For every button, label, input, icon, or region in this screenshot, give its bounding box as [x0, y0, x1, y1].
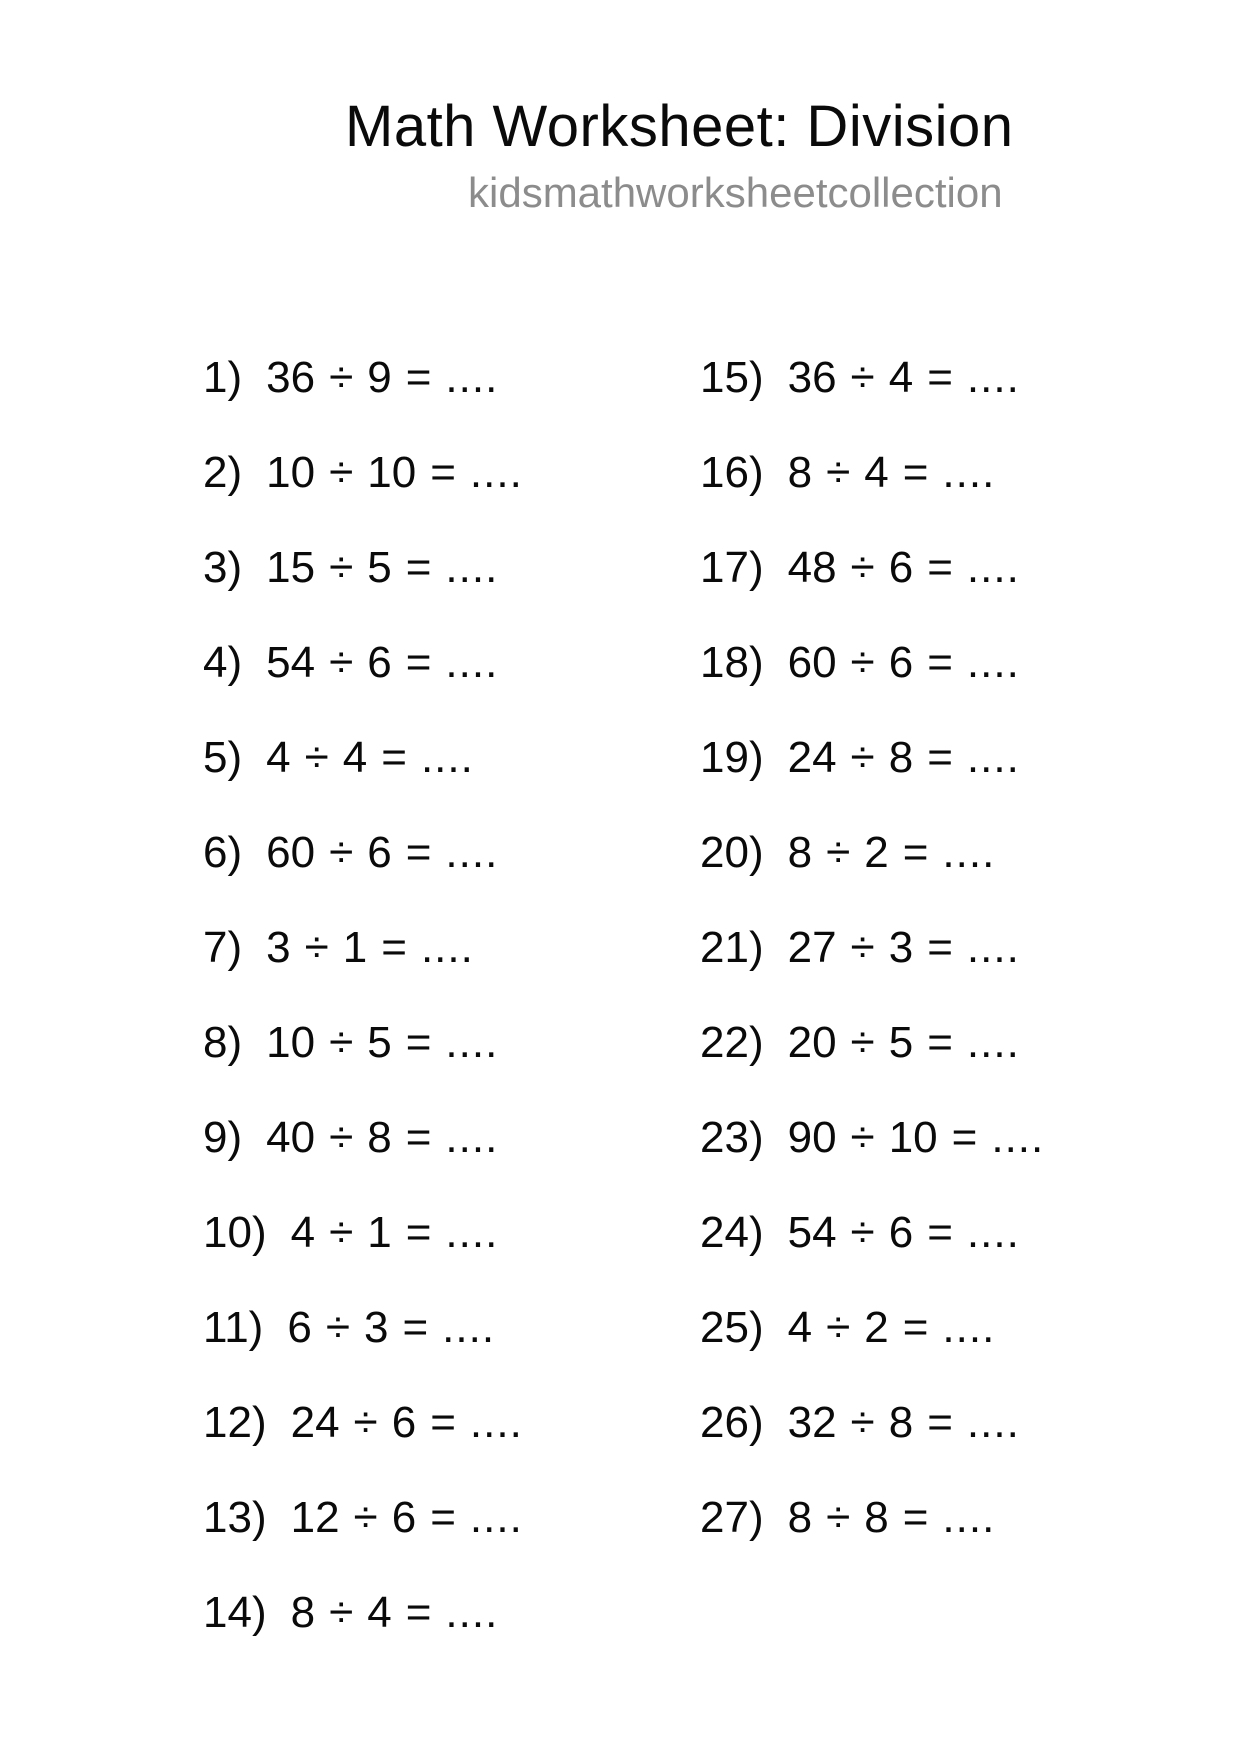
problem-number: 25): [700, 1302, 764, 1352]
divisor: 6: [888, 542, 914, 592]
division-sign: ÷: [329, 1017, 354, 1067]
division-sign: ÷: [329, 1112, 354, 1162]
division-sign: ÷: [329, 637, 354, 687]
problem-number: 9): [203, 1112, 243, 1162]
problem-number: 22): [700, 1017, 764, 1067]
division-sign: ÷: [826, 827, 851, 877]
dividend: 4: [290, 1207, 316, 1257]
dividend: 60: [787, 637, 837, 687]
problem-number: 2): [203, 447, 243, 497]
problem-row: [203, 330, 523, 425]
problem-number: 26): [700, 1397, 764, 1447]
dividend: 27: [787, 922, 837, 972]
dividend: 4: [266, 732, 291, 782]
dividend: 8: [787, 1492, 813, 1542]
equals-sign: =: [927, 1207, 953, 1257]
problem-number: 24): [700, 1207, 764, 1257]
divisor: 3: [363, 1302, 389, 1352]
problem-number: 19): [700, 732, 764, 782]
problem-row: [203, 1375, 523, 1470]
division-sign: ÷: [353, 1397, 378, 1447]
equals-sign: =: [405, 542, 432, 592]
division-sign: ÷: [329, 1587, 354, 1637]
problem-number: 1): [203, 352, 243, 402]
problem-row: [700, 520, 1044, 615]
problem-number: 13): [203, 1492, 267, 1542]
dividend: 20: [787, 1017, 837, 1067]
answer-blank: ....: [991, 1112, 1045, 1162]
problem-row: [203, 615, 523, 710]
dividend: 8: [787, 827, 813, 877]
dividend: 3: [266, 922, 291, 972]
equals-sign: =: [927, 352, 953, 402]
dividend: 48: [787, 542, 837, 592]
division-sign: ÷: [304, 732, 329, 782]
division-sign: ÷: [325, 1302, 350, 1352]
problem-row: [700, 900, 1044, 995]
equals-sign: =: [927, 732, 953, 782]
answer-blank: ....: [445, 1207, 499, 1257]
problem-number: 16): [700, 447, 764, 497]
divisor: 4: [367, 1587, 392, 1637]
equals-sign: =: [951, 1112, 978, 1162]
problem-number: 14): [203, 1587, 267, 1637]
equals-sign: =: [405, 637, 432, 687]
problem-number: 6): [203, 827, 243, 877]
divisor: 1: [367, 1207, 392, 1257]
dividend: 24: [787, 732, 837, 782]
answer-blank: ....: [942, 1492, 996, 1542]
problem-row: [700, 1470, 1044, 1565]
equals-sign: =: [405, 352, 432, 402]
problem-row: [203, 710, 523, 805]
problem-number: 8): [203, 1017, 243, 1067]
answer-blank: ....: [942, 447, 996, 497]
problem-number: 5): [203, 732, 243, 782]
dividend: 15: [266, 542, 316, 592]
answer-blank: ....: [942, 827, 996, 877]
division-sign: ÷: [850, 1207, 875, 1257]
equals-sign: =: [381, 922, 407, 972]
problem-number: 11): [203, 1302, 264, 1352]
divisor: 10: [367, 447, 417, 497]
division-sign: ÷: [826, 1492, 851, 1542]
problem-row: [203, 425, 523, 520]
answer-blank: ....: [966, 1207, 1020, 1257]
problem-number: 12): [203, 1397, 267, 1447]
equals-sign: =: [927, 542, 953, 592]
division-sign: ÷: [850, 637, 875, 687]
answer-blank: ....: [966, 732, 1020, 782]
divisor: 4: [888, 352, 914, 402]
answer-blank: ....: [966, 922, 1020, 972]
dividend: 24: [290, 1397, 340, 1447]
division-sign: ÷: [850, 922, 875, 972]
divisor: 2: [864, 1302, 889, 1352]
problem-row: [203, 1185, 523, 1280]
equals-sign: =: [430, 447, 456, 497]
dividend: 36: [787, 352, 837, 402]
dividend: 8: [787, 447, 813, 497]
equals-sign: =: [405, 827, 432, 877]
answer-blank: ....: [445, 542, 499, 592]
divisor: 8: [367, 1112, 392, 1162]
equals-sign: =: [927, 1397, 953, 1447]
dividend: 8: [290, 1587, 316, 1637]
division-sign: ÷: [329, 352, 354, 402]
equals-sign: =: [927, 637, 953, 687]
division-sign: ÷: [329, 447, 354, 497]
dividend: 90: [787, 1112, 837, 1162]
division-sign: ÷: [329, 542, 354, 592]
problem-row: [700, 425, 1044, 520]
answer-blank: ....: [445, 1587, 499, 1637]
answer-blank: ....: [966, 1017, 1020, 1067]
problem-number: 21): [700, 922, 764, 972]
problem-number: 18): [700, 637, 764, 687]
answer-blank: ....: [469, 1397, 523, 1447]
page-subtitle: kidsmathworksheetcollection: [468, 169, 1003, 216]
problem-row: [203, 995, 523, 1090]
answer-blank: ....: [445, 637, 499, 687]
division-sign: ÷: [850, 1017, 875, 1067]
divisor: 9: [367, 352, 392, 402]
problem-number: 20): [700, 827, 764, 877]
page-title: Math Worksheet: Division: [345, 94, 1014, 159]
division-sign: ÷: [826, 447, 851, 497]
divisor: 5: [367, 542, 392, 592]
problem-row: [203, 900, 523, 995]
division-sign: ÷: [850, 1397, 875, 1447]
problem-number: 27): [700, 1492, 764, 1542]
dividend: 54: [787, 1207, 837, 1257]
problem-row: [700, 1280, 1044, 1375]
answer-blank: ....: [445, 1017, 499, 1067]
problem-number: 10): [203, 1207, 267, 1257]
equals-sign: =: [927, 1017, 953, 1067]
answer-blank: ....: [942, 1302, 996, 1352]
problem-row: [700, 710, 1044, 805]
division-sign: ÷: [329, 827, 354, 877]
division-sign: ÷: [826, 1302, 851, 1352]
answer-blank: ....: [420, 732, 474, 782]
problem-number: 15): [700, 352, 764, 402]
problem-row: [203, 1470, 523, 1565]
problem-row: [203, 1565, 523, 1660]
divisor: 6: [367, 637, 392, 687]
equals-sign: =: [902, 827, 929, 877]
problem-row: [700, 1090, 1044, 1185]
division-sign: ÷: [329, 1207, 354, 1257]
divisor: 6: [367, 827, 392, 877]
divisor: 4: [342, 732, 368, 782]
problem-row: [203, 1090, 523, 1185]
problem-row: [700, 1375, 1044, 1470]
equals-sign: =: [902, 1302, 929, 1352]
division-sign: ÷: [850, 732, 875, 782]
problem-row: [203, 805, 523, 900]
problem-number: 23): [700, 1112, 764, 1162]
divisor: 4: [864, 447, 889, 497]
division-sign: ÷: [304, 922, 329, 972]
divisor: 5: [367, 1017, 392, 1067]
problem-number: 7): [203, 922, 243, 972]
answer-blank: ....: [966, 1397, 1020, 1447]
dividend: 12: [290, 1492, 340, 1542]
divisor: 2: [864, 827, 889, 877]
divisor: 8: [888, 1397, 914, 1447]
division-sign: ÷: [850, 542, 875, 592]
divisor: 8: [888, 732, 914, 782]
problem-row: [700, 1185, 1044, 1280]
divisor: 1: [342, 922, 368, 972]
answer-blank: ....: [469, 447, 523, 497]
division-sign: ÷: [850, 352, 875, 402]
answer-blank: ....: [420, 922, 474, 972]
answer-blank: ....: [469, 1492, 523, 1542]
divisor: 6: [888, 1207, 914, 1257]
equals-sign: =: [927, 922, 953, 972]
equals-sign: =: [405, 1112, 432, 1162]
equals-sign: =: [902, 447, 929, 497]
dividend: 32: [787, 1397, 837, 1447]
divisor: 3: [888, 922, 914, 972]
answer-blank: ....: [966, 542, 1020, 592]
answer-blank: ....: [966, 352, 1020, 402]
divisor: 6: [888, 637, 914, 687]
problem-row: [700, 805, 1044, 900]
equals-sign: =: [381, 732, 407, 782]
answer-blank: ....: [445, 352, 499, 402]
problem-row: [203, 520, 523, 615]
equals-sign: =: [430, 1397, 456, 1447]
equals-sign: =: [405, 1017, 432, 1067]
equals-sign: =: [405, 1587, 432, 1637]
equals-sign: =: [405, 1207, 432, 1257]
problem-row: [700, 995, 1044, 1090]
problem-row: [700, 330, 1044, 425]
dividend: 36: [266, 352, 316, 402]
dividend: 10: [266, 447, 316, 497]
problems-column-right: [700, 330, 1044, 1565]
problem-number: 3): [203, 542, 243, 592]
dividend: 6: [287, 1302, 312, 1352]
dividend: 4: [787, 1302, 813, 1352]
divisor: 5: [888, 1017, 914, 1067]
divisor: 6: [391, 1492, 417, 1542]
division-sign: ÷: [353, 1492, 378, 1542]
division-sign: ÷: [850, 1112, 875, 1162]
problem-number: 17): [700, 542, 764, 592]
divisor: 8: [864, 1492, 889, 1542]
equals-sign: =: [402, 1302, 429, 1352]
divisor: 6: [391, 1397, 417, 1447]
problem-row: [203, 1280, 523, 1375]
equals-sign: =: [430, 1492, 456, 1542]
answer-blank: ....: [445, 827, 499, 877]
problem-row: [700, 615, 1044, 710]
dividend: 40: [266, 1112, 316, 1162]
dividend: 60: [266, 827, 316, 877]
problems-column-left: [203, 330, 523, 1660]
problem-number: 4): [203, 637, 243, 687]
divisor: 10: [888, 1112, 938, 1162]
answer-blank: ....: [445, 1112, 499, 1162]
answer-blank: ....: [442, 1302, 496, 1352]
dividend: 10: [266, 1017, 316, 1067]
equals-sign: =: [902, 1492, 929, 1542]
answer-blank: ....: [966, 637, 1020, 687]
dividend: 54: [266, 637, 316, 687]
